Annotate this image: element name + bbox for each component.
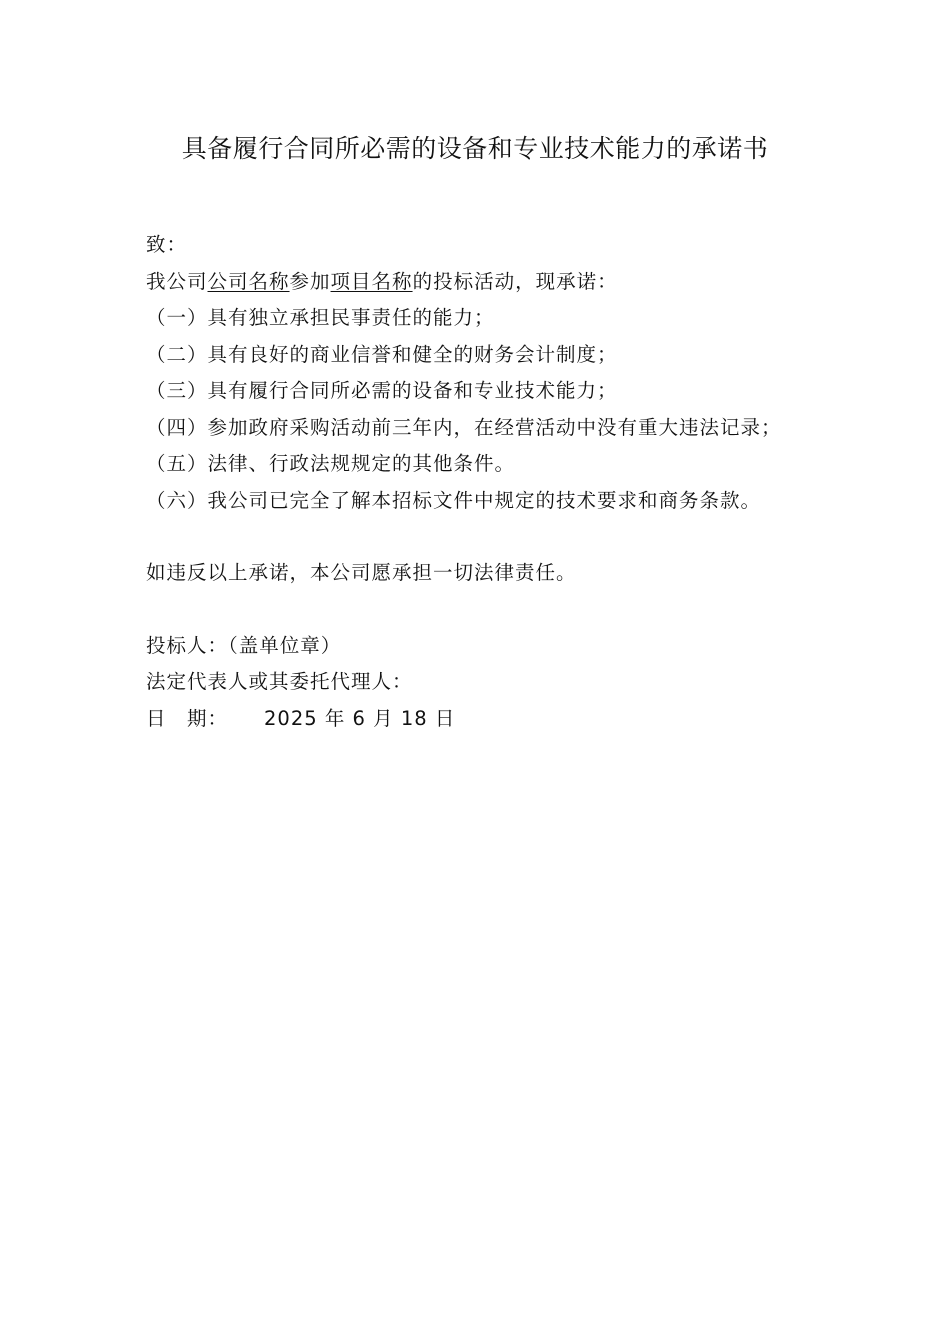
date-value: 2025 年 6 月 18 日 xyxy=(264,706,456,730)
document-body xyxy=(146,227,816,737)
commitment-item-5: （五）法律、行政法规规定的其他条件。 xyxy=(146,452,516,475)
document-title: 具备履行合同所必需的设备和专业技术能力的承诺书 xyxy=(181,134,769,163)
intro-prefix: 我公司 xyxy=(146,269,208,293)
date-line xyxy=(146,701,816,738)
intro-line xyxy=(146,264,816,301)
representative-line: 法定代表人或其委托代理人： xyxy=(146,670,413,693)
intro-suffix: 的投标活动，现承诺： xyxy=(412,269,618,293)
closing-statement: 如违反以上承诺，本公司愿承担一切法律责任。 xyxy=(146,561,577,584)
company-name-placeholder: 公司名称 xyxy=(207,269,290,293)
commitment-item-2: （二）具有良好的商业信誉和健全的财务会计制度； xyxy=(146,342,618,366)
commitment-item-1: （一）具有独立承担民事责任的能力； xyxy=(146,306,495,329)
spacer xyxy=(146,592,816,628)
bidder-line: 投标人：（盖单位章） xyxy=(146,633,342,657)
date-label: 日 期： xyxy=(146,706,229,730)
commitment-item-4: （四）参加政府采购活动前三年内，在经营活动中没有重大违法记录； xyxy=(146,415,782,439)
intro-middle: 参加 xyxy=(289,269,331,293)
spacer xyxy=(146,519,816,555)
project-name-placeholder: 项目名称 xyxy=(330,269,413,293)
addressee-line: 致： xyxy=(146,233,188,256)
commitment-item-3: （三）具有履行合同所必需的设备和专业技术能力； xyxy=(146,379,618,402)
commitment-item-6: （六）我公司已完全了解本招标文件中规定的技术要求和商务条款。 xyxy=(146,488,762,512)
